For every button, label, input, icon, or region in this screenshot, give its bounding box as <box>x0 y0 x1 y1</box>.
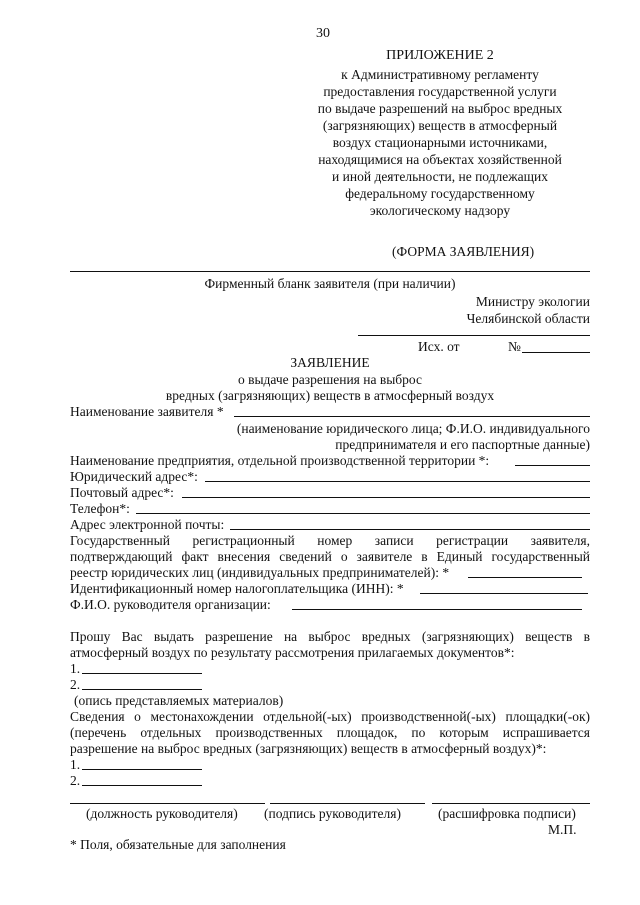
appendix-line: к Административному регламенту <box>341 67 539 82</box>
inn-field[interactable] <box>420 593 588 594</box>
phone-label: Телефон*: <box>70 501 130 516</box>
appendix-line: экологическому надзору <box>369 203 511 218</box>
legal-address-field[interactable] <box>205 481 590 482</box>
state-reg-text: реестр юридических лиц (индивидуальных предпринимателей): * <box>70 565 450 580</box>
postal-address-field[interactable] <box>182 497 590 498</box>
position-line[interactable] <box>70 803 265 804</box>
outgoing-top-line <box>358 335 590 336</box>
addressee-line: Челябинской области <box>466 311 590 326</box>
letterhead-caption: Фирменный бланк заявителя (при наличии) <box>204 276 456 291</box>
head-name-label: Ф.И.О. руководителя организации: <box>70 597 271 612</box>
form-label: (ФОРМА ЗАЯВЛЕНИЯ) <box>392 244 535 259</box>
appendix-line: предоставления государственной услуги <box>323 84 557 99</box>
location-text: Сведения о местонахождении отдельной(-ых) производственной(-ых) площадки(-ок) <box>70 709 590 724</box>
location-item-field[interactable] <box>82 785 202 786</box>
postal-address-label: Почтовый адрес*: <box>70 485 174 500</box>
materials-hint: (опись представляемых материалов) <box>74 693 284 708</box>
request-text: атмосферный воздух по результату рассмотрения прилагаемых документов*: <box>70 645 515 660</box>
appendix-line: находящимися на объектах хозяйственной <box>318 152 562 167</box>
appendix-line: федеральному государственному <box>345 186 535 201</box>
letterhead-line <box>70 271 590 272</box>
email-field[interactable] <box>230 529 590 530</box>
signature-caption: (подпись руководителя) <box>264 806 401 821</box>
appendix-line: и иной деятельности, не подлежащих <box>332 169 548 184</box>
position-caption: (должность руководителя) <box>86 806 238 821</box>
location-item-number: 1. <box>70 757 81 772</box>
appendix-line: воздух стационарными источниками, <box>332 135 548 150</box>
page-number: 30 <box>316 26 330 41</box>
outgoing-num: № <box>508 339 521 354</box>
head-name-field[interactable] <box>292 609 582 610</box>
statement-subtitle: вредных (загрязняющих) веществ в атмосферный воздух <box>165 388 495 403</box>
decoding-caption: (расшифровка подписи) <box>438 806 576 821</box>
request-text: Прошу Вас выдать разрешение на выброс вредных (загрязняющих) веществ в <box>70 629 590 644</box>
location-text: разрешение на выброс вредных (загрязняющих) веществ в атмосферный воздух)*: <box>70 741 547 756</box>
applicant-name-field[interactable] <box>234 416 590 417</box>
location-text: (перечень отдельных производственных площадок, по которым испрашивается <box>70 725 590 740</box>
outgoing-num-line <box>522 352 590 353</box>
request-item-number: 2. <box>70 677 81 692</box>
legal-address-label: Юридический адрес*: <box>70 469 198 484</box>
outgoing-ref: Исх. от <box>418 339 460 354</box>
stamp-label: М.П. <box>548 822 577 837</box>
addressee-line: Министру экологии <box>475 294 590 309</box>
enterprise-field[interactable] <box>515 465 590 466</box>
request-item-field[interactable] <box>82 673 202 674</box>
request-item-field[interactable] <box>82 689 202 690</box>
email-label: Адрес электронной почты: <box>70 517 225 532</box>
phone-field[interactable] <box>136 513 590 514</box>
signature-line[interactable] <box>270 803 425 804</box>
applicant-name-hint: предпринимателя и его паспортные данные) <box>335 437 590 452</box>
enterprise-label: Наименование предприятия, отдельной производственной территории *: <box>70 453 490 468</box>
appendix-title: ПРИЛОЖЕНИЕ 2 <box>386 48 494 63</box>
statement-subtitle: о выдаче разрешения на выброс <box>237 372 423 387</box>
appendix-line: (загрязняющих) веществ в атмосферный <box>322 118 558 133</box>
footnote: * Поля, обязательные для заполнения <box>70 837 286 852</box>
decoding-line[interactable] <box>432 803 590 804</box>
state-reg-text: подтверждающий факт внесения сведений о заявителе в Единый государственный <box>70 549 590 564</box>
request-item-number: 1. <box>70 661 81 676</box>
applicant-name-hint: (наименование юридического лица; Ф.И.О. индивидуального <box>236 421 590 436</box>
inn-label: Идентификационный номер налогоплательщика (ИНН): * <box>70 581 404 596</box>
statement-title: ЗАЯВЛЕНИЕ <box>290 355 370 370</box>
appendix-line: по выдаче разрешений на выброс вредных <box>317 101 563 116</box>
location-item-number: 2. <box>70 773 81 788</box>
state-reg-text: Государственный регистрационный номер записи регистрации заявителя, <box>70 533 590 548</box>
applicant-name-label: Наименование заявителя * <box>70 404 224 419</box>
location-item-field[interactable] <box>82 769 202 770</box>
state-reg-field[interactable] <box>468 577 582 578</box>
